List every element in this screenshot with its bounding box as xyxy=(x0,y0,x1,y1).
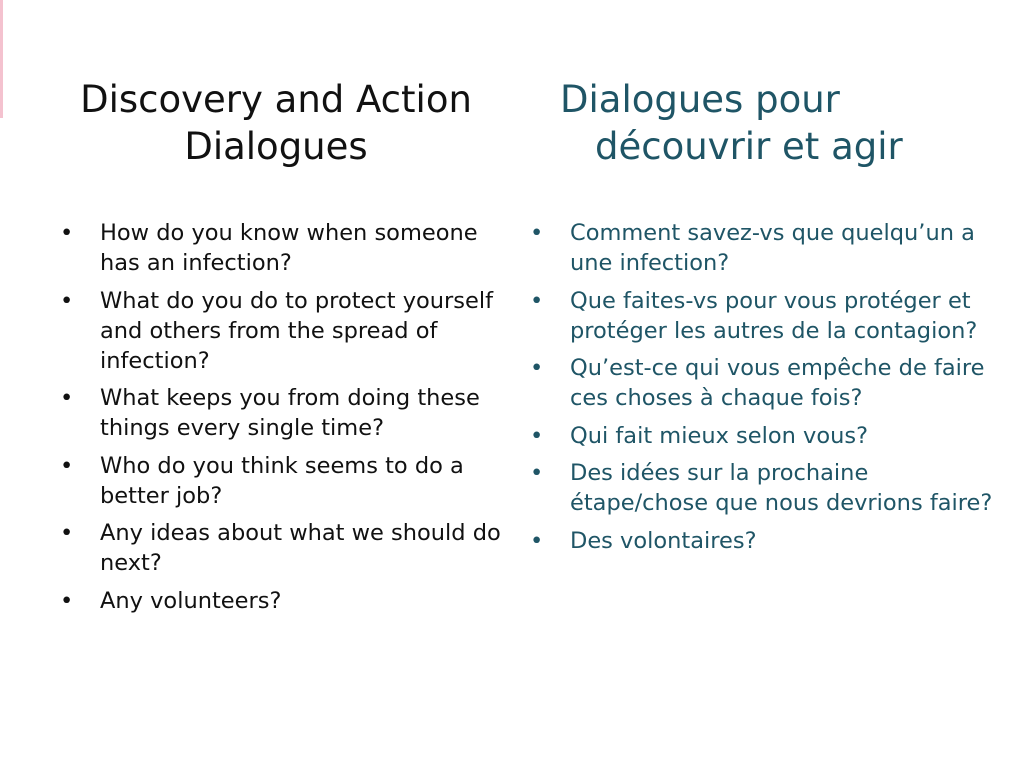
french-title-line-1: Dialogues pour xyxy=(560,78,840,121)
bullet-icon: • xyxy=(530,355,544,381)
edge-accent-bar xyxy=(0,0,3,118)
list-item-text: Qu’est-ce qui vous empêche de faire ces choses à chaque fois? xyxy=(570,355,985,411)
list-item xyxy=(60,383,510,443)
list-item xyxy=(530,218,1000,278)
french-title xyxy=(560,76,980,170)
french-title-line-2: découvrir et agir xyxy=(595,125,903,168)
english-title-line-2: Dialogues xyxy=(184,125,368,168)
bullet-icon: • xyxy=(60,520,74,546)
bullet-icon: • xyxy=(530,220,544,246)
english-question-list xyxy=(60,218,510,623)
list-item xyxy=(530,286,1000,346)
list-item xyxy=(530,421,1000,451)
bullet-icon: • xyxy=(530,422,544,449)
list-item-text: Des volontaires? xyxy=(570,527,757,554)
list-item-text: Any volunteers? xyxy=(100,587,282,614)
list-item xyxy=(60,218,510,278)
list-item xyxy=(530,458,1000,518)
bullet-icon: • xyxy=(530,460,544,486)
list-item xyxy=(60,451,510,511)
bullet-icon: • xyxy=(60,287,74,314)
list-item xyxy=(60,586,510,616)
french-question-list xyxy=(530,218,1000,563)
list-item xyxy=(530,353,1000,413)
list-item-text: Des idées sur la prochaine étape/chose que nous devrions faire? xyxy=(570,460,993,516)
list-item xyxy=(530,526,1000,556)
list-item xyxy=(60,518,510,578)
bullet-icon: • xyxy=(60,452,74,479)
bullet-icon: • xyxy=(60,385,74,411)
bullet-icon: • xyxy=(530,287,544,314)
english-title xyxy=(40,76,512,170)
bullet-icon: • xyxy=(60,587,74,614)
list-item-text: Who do you think seems to do a better job? xyxy=(100,452,464,509)
english-title-line-1: Discovery and Action xyxy=(80,78,472,121)
list-item-text: Que faites-vs pour vous protéger et protéger les autres de la contagion? xyxy=(570,287,978,344)
bullet-icon: • xyxy=(60,220,74,246)
list-item-text: Qui fait mieux selon vous? xyxy=(570,422,869,449)
list-item xyxy=(60,286,510,376)
list-item-text: How do you know when someone has an infection? xyxy=(100,220,478,276)
list-item-text: What keeps you from doing these things every single time? xyxy=(100,385,480,441)
list-item-text: Comment savez-vs que quelqu’un a une infection? xyxy=(570,220,975,276)
bullet-icon: • xyxy=(530,527,544,554)
list-item-text: Any ideas about what we should do next? xyxy=(100,520,501,576)
list-item-text: What do you do to protect yourself and others from the spread of infection? xyxy=(100,287,494,374)
